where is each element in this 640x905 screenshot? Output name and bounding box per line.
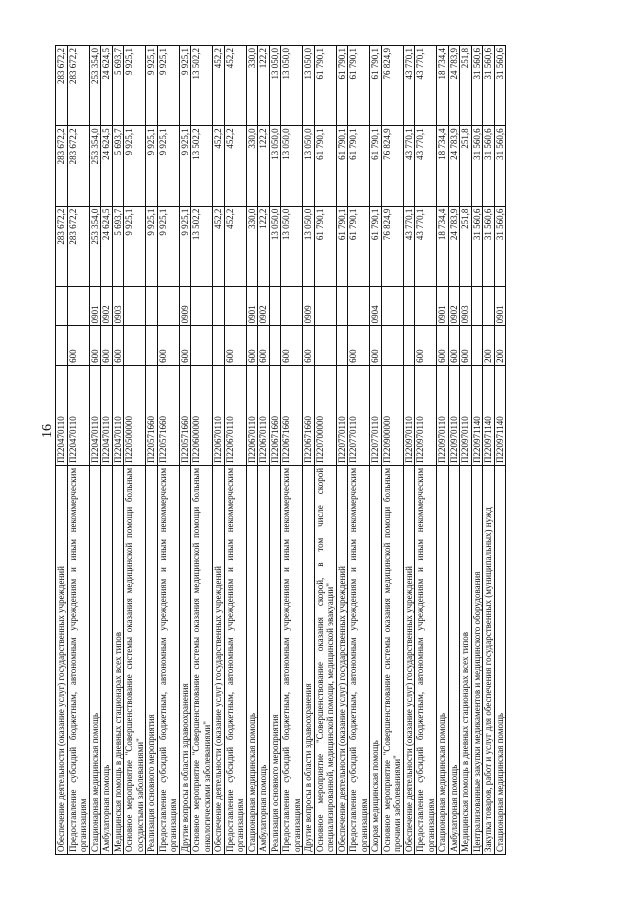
budget-table-container [55, 45, 506, 855]
amount-year2-cell: 43 770,1 [415, 126, 437, 206]
row-name-cell: Реализация основного мероприятия [269, 465, 281, 854]
amount-year1-cell: 31 560,6 [471, 206, 483, 286]
row-name-cell: Основное мероприятие "Совершенствование системы оказания медицинской помощи больным прочими заболеваниями" [381, 465, 403, 854]
amount-year2-cell: 452,2 [224, 126, 246, 206]
section-subsection-cell [381, 286, 403, 326]
amount-year3-cell: 43 770,1 [415, 46, 437, 126]
amount-year3-cell: 13 502,2 [191, 46, 213, 126]
expense-type-cell: 600 [179, 326, 191, 366]
amount-year2-cell: 76 824,9 [381, 126, 403, 206]
table-row [67, 46, 89, 855]
section-subsection-cell: 0902 [258, 286, 270, 326]
expense-type-cell: 600 [101, 326, 113, 366]
target-article-cell: П220970110 [437, 365, 449, 465]
section-subsection-cell [146, 286, 158, 326]
amount-year2-cell: 253 354,0 [89, 126, 101, 206]
table-row [348, 46, 370, 855]
table-row [471, 46, 483, 855]
table-row [224, 46, 246, 855]
row-name-cell: Стационарная медицинская помощь [437, 465, 449, 854]
target-article-cell: П220970110 [403, 365, 415, 465]
amount-year1-cell: 13 050,0 [269, 206, 281, 286]
target-article-cell: П220670110 [246, 365, 258, 465]
section-subsection-cell: 0902 [448, 286, 460, 326]
expense-type-cell [381, 326, 403, 366]
amount-year3-cell: 251,8 [460, 46, 472, 126]
amount-year2-cell: 452,2 [213, 126, 225, 206]
amount-year1-cell: 61 790,1 [314, 206, 336, 286]
table-row [101, 46, 113, 855]
expense-type-cell [336, 326, 348, 366]
table-row [89, 46, 101, 855]
amount-year3-cell: 283 672,2 [67, 46, 89, 126]
amount-year3-cell: 31 560,6 [494, 46, 506, 126]
target-article-cell: П220671660 [281, 365, 303, 465]
amount-year1-cell: 253 354,0 [89, 206, 101, 286]
amount-year1-cell: 31 560,6 [494, 206, 506, 286]
expense-type-cell [56, 326, 68, 366]
expense-type-cell: 600 [112, 326, 124, 366]
amount-year1-cell: 24 783,9 [448, 206, 460, 286]
row-name-cell: Медицинская помощь в дневных стационарах всех типов [112, 465, 124, 854]
row-name-cell: Другие вопросы в области здравоохранения [179, 465, 191, 854]
amount-year1-cell: 43 770,1 [415, 206, 437, 286]
amount-year2-cell: 9 925,1 [124, 126, 146, 206]
row-name-cell: Централизованные закупки медикаментов и медицинского оборудования [471, 465, 483, 854]
section-subsection-cell: 0901 [437, 286, 449, 326]
section-subsection-cell [415, 286, 437, 326]
amount-year3-cell: 9 925,1 [146, 46, 158, 126]
row-name-cell: Обеспечение деятельности (оказание услуг) государственных учреждений [213, 465, 225, 854]
amount-year1-cell: 251,8 [460, 206, 472, 286]
target-article-cell: П220970110 [448, 365, 460, 465]
target-article-cell: П220571660 [157, 365, 179, 465]
row-name-cell: Предоставление субсидий бюджетным, автономным учреждениям и иным некоммерческим организациям [157, 465, 179, 854]
target-article-cell: П220670110 [224, 365, 246, 465]
target-article-cell: П220770110 [336, 365, 348, 465]
row-name-cell: Обеспечение деятельности (оказание услуг) государственных учреждений [336, 465, 348, 854]
table-row [437, 46, 449, 855]
amount-year3-cell: 283 672,2 [56, 46, 68, 126]
amount-year2-cell: 330,0 [246, 126, 258, 206]
table-row [281, 46, 303, 855]
amount-year3-cell: 253 354,0 [89, 46, 101, 126]
expense-type-cell: 600 [258, 326, 270, 366]
target-article-cell: П220470110 [56, 365, 68, 465]
expense-type-cell [213, 326, 225, 366]
expense-type-cell: 600 [460, 326, 472, 366]
table-row [112, 46, 124, 855]
amount-year1-cell: 9 925,1 [124, 206, 146, 286]
amount-year2-cell: 24 624,5 [101, 126, 113, 206]
section-subsection-cell: 0903 [112, 286, 124, 326]
section-subsection-cell [213, 286, 225, 326]
expense-type-cell [146, 326, 158, 366]
row-name-cell: Предоставление субсидий бюджетным, автономным учреждениям и иным некоммерческим организациям [224, 465, 246, 854]
amount-year2-cell: 122,2 [258, 126, 270, 206]
amount-year1-cell: 18 734,4 [437, 206, 449, 286]
amount-year3-cell: 5 693,7 [112, 46, 124, 126]
expense-type-cell [471, 326, 483, 366]
amount-year1-cell: 452,2 [224, 206, 246, 286]
row-name-cell: Стационарная медицинская помощь [494, 465, 506, 854]
section-subsection-cell [403, 286, 415, 326]
amount-year3-cell: 18 734,4 [437, 46, 449, 126]
expense-type-cell: 200 [494, 326, 506, 366]
amount-year1-cell: 13 502,2 [191, 206, 213, 286]
amount-year3-cell: 61 790,1 [348, 46, 370, 126]
amount-year2-cell: 18 734,4 [437, 126, 449, 206]
amount-year2-cell: 9 925,1 [157, 126, 179, 206]
amount-year1-cell: 61 790,1 [336, 206, 348, 286]
amount-year3-cell: 452,2 [213, 46, 225, 126]
section-subsection-cell [67, 286, 89, 326]
amount-year3-cell: 13 050,0 [281, 46, 303, 126]
table-row [56, 46, 68, 855]
expense-type-cell [314, 326, 336, 366]
row-name-cell: Основное мероприятие "Совершенствование оказания скорой, в том числе скорой специализированной, медицинской помощи, медицинской эвакуации" [314, 465, 336, 854]
amount-year2-cell: 251,8 [460, 126, 472, 206]
target-article-cell: П220670110 [213, 365, 225, 465]
section-subsection-cell [269, 286, 281, 326]
amount-year2-cell: 61 790,1 [314, 126, 336, 206]
target-article-cell: П220671660 [303, 365, 315, 465]
section-subsection-cell [224, 286, 246, 326]
amount-year3-cell: 13 050,0 [303, 46, 315, 126]
section-subsection-cell [191, 286, 213, 326]
amount-year1-cell: 9 925,1 [146, 206, 158, 286]
budget-table [55, 45, 506, 855]
amount-year2-cell: 283 672,2 [56, 126, 68, 206]
row-name-cell: Амбулаторная помощь [448, 465, 460, 854]
amount-year1-cell: 283 672,2 [67, 206, 89, 286]
section-subsection-cell [157, 286, 179, 326]
target-article-cell: П220600000 [191, 365, 213, 465]
section-subsection-cell [483, 286, 495, 326]
amount-year2-cell: 9 925,1 [146, 126, 158, 206]
table-row [403, 46, 415, 855]
row-name-cell: Медицинская помощь в дневных стационарах всех типов [460, 465, 472, 854]
target-article-cell: П220671660 [269, 365, 281, 465]
target-article-cell: П220970110 [415, 365, 437, 465]
row-name-cell: Другие вопросы в области здравоохранения [303, 465, 315, 854]
amount-year2-cell: 31 560,6 [471, 126, 483, 206]
target-article-cell: П220770110 [348, 365, 370, 465]
amount-year2-cell: 13 050,0 [281, 126, 303, 206]
target-article-cell: П220670110 [258, 365, 270, 465]
target-article-cell: П220500000 [124, 365, 146, 465]
amount-year3-cell: 452,2 [224, 46, 246, 126]
amount-year3-cell: 76 824,9 [381, 46, 403, 126]
table-row [179, 46, 191, 855]
expense-type-cell: 600 [157, 326, 179, 366]
expense-type-cell: 600 [303, 326, 315, 366]
amount-year3-cell: 61 790,1 [314, 46, 336, 126]
row-name-cell: Предоставление субсидий бюджетным, автономным учреждениям и иным некоммерческим организациям [67, 465, 89, 854]
amount-year3-cell: 31 560,6 [483, 46, 495, 126]
row-name-cell: Амбулаторная помощь [101, 465, 113, 854]
amount-year3-cell: 9 925,1 [179, 46, 191, 126]
row-name-cell: Предоставление субсидий бюджетным, автономным учреждениям и иным некоммерческим организациям [415, 465, 437, 854]
row-name-cell: Стационарная медицинская помощь [246, 465, 258, 854]
table-row [314, 46, 336, 855]
amount-year1-cell: 330,0 [246, 206, 258, 286]
amount-year3-cell: 122,2 [258, 46, 270, 126]
expense-type-cell: 600 [281, 326, 303, 366]
section-subsection-cell: 0901 [246, 286, 258, 326]
amount-year3-cell: 24 624,5 [101, 46, 113, 126]
row-name-cell: Основное мероприятие "Совершенствование системы оказания медицинской помощи больным онкологическими заболеваниями" [191, 465, 213, 854]
row-name-cell: Обеспечение деятельности (оказание услуг) государственных учреждений [56, 465, 68, 854]
amount-year1-cell: 43 770,1 [403, 206, 415, 286]
amount-year3-cell: 24 783,9 [448, 46, 460, 126]
expense-type-cell: 600 [415, 326, 437, 366]
amount-year2-cell: 43 770,1 [403, 126, 415, 206]
amount-year3-cell: 61 790,1 [370, 46, 382, 126]
table-row [494, 46, 506, 855]
amount-year3-cell: 330,0 [246, 46, 258, 126]
target-article-cell: П220900000 [381, 365, 403, 465]
row-name-cell: Реализация основного мероприятия [146, 465, 158, 854]
table-row [370, 46, 382, 855]
amount-year3-cell: 43 770,1 [403, 46, 415, 126]
expense-type-cell: 600 [89, 326, 101, 366]
section-subsection-cell [336, 286, 348, 326]
table-row [303, 46, 315, 855]
expense-type-cell: 200 [483, 326, 495, 366]
section-subsection-cell [471, 286, 483, 326]
table-row [483, 46, 495, 855]
target-article-cell: П220700000 [314, 365, 336, 465]
table-row [157, 46, 179, 855]
amount-year3-cell: 9 925,1 [124, 46, 146, 126]
expense-type-cell: 600 [246, 326, 258, 366]
expense-type-cell [403, 326, 415, 366]
amount-year2-cell: 283 672,2 [67, 126, 89, 206]
table-row [124, 46, 146, 855]
target-article-cell: П220571660 [146, 365, 158, 465]
amount-year3-cell: 9 925,1 [157, 46, 179, 126]
target-article-cell: П220971140 [483, 365, 495, 465]
row-name-cell: Скорая медицинская помощь [370, 465, 382, 854]
target-article-cell: П220470110 [67, 365, 89, 465]
section-subsection-cell [124, 286, 146, 326]
expense-type-cell [191, 326, 213, 366]
section-subsection-cell: 0901 [494, 286, 506, 326]
section-subsection-cell: 0909 [179, 286, 191, 326]
row-name-cell: Стационарная медицинская помощь [89, 465, 101, 854]
amount-year2-cell: 13 502,2 [191, 126, 213, 206]
row-name-cell: Предоставление субсидий бюджетным, автономным учреждениям и иным некоммерческим организациям [281, 465, 303, 854]
table-row [336, 46, 348, 855]
table-row [213, 46, 225, 855]
target-article-cell: П220770110 [370, 365, 382, 465]
section-subsection-cell: 0901 [89, 286, 101, 326]
amount-year2-cell: 31 560,6 [494, 126, 506, 206]
row-name-cell: Амбулаторная помощь [258, 465, 270, 854]
table-row [269, 46, 281, 855]
target-article-cell: П220971140 [494, 365, 506, 465]
section-subsection-cell: 0909 [303, 286, 315, 326]
target-article-cell: П220470110 [101, 365, 113, 465]
amount-year2-cell: 5 693,7 [112, 126, 124, 206]
budget-table-body [56, 46, 506, 855]
amount-year2-cell: 9 925,1 [179, 126, 191, 206]
table-row [246, 46, 258, 855]
amount-year2-cell: 61 790,1 [336, 126, 348, 206]
amount-year2-cell: 13 050,0 [303, 126, 315, 206]
expense-type-cell [124, 326, 146, 366]
amount-year1-cell: 283 672,2 [56, 206, 68, 286]
target-article-cell: П220971140 [471, 365, 483, 465]
expense-type-cell: 600 [370, 326, 382, 366]
row-name-cell: Основное мероприятие "Совершенствование системы оказания медицинской помощи больным сосудистыми заболеваниями" [124, 465, 146, 854]
expense-type-cell: 600 [437, 326, 449, 366]
table-row [460, 46, 472, 855]
section-subsection-cell [56, 286, 68, 326]
table-row [146, 46, 158, 855]
amount-year1-cell: 9 925,1 [179, 206, 191, 286]
target-article-cell: П220470110 [89, 365, 101, 465]
amount-year3-cell: 13 050,0 [269, 46, 281, 126]
section-subsection-cell: 0903 [460, 286, 472, 326]
row-name-cell: Обеспечение деятельности (оказание услуг) государственных учреждений [403, 465, 415, 854]
table-row [381, 46, 403, 855]
section-subsection-cell: 0902 [101, 286, 113, 326]
amount-year2-cell: 61 790,1 [370, 126, 382, 206]
section-subsection-cell [314, 286, 336, 326]
expense-type-cell: 600 [67, 326, 89, 366]
amount-year1-cell: 61 790,1 [348, 206, 370, 286]
amount-year2-cell: 24 783,9 [448, 126, 460, 206]
expense-type-cell [269, 326, 281, 366]
amount-year2-cell: 13 050,0 [269, 126, 281, 206]
section-subsection-cell [348, 286, 370, 326]
amount-year1-cell: 61 790,1 [370, 206, 382, 286]
page-number: 16 [40, 424, 55, 438]
row-name-cell: Закупка товаров, работ и услуг для обеспечения государственных (муниципальных) нужд [483, 465, 495, 854]
amount-year3-cell: 61 790,1 [336, 46, 348, 126]
row-name-cell: Предоставление субсидий бюджетным, автономным учреждениям и иным некоммерческим организациям [348, 465, 370, 854]
table-row [258, 46, 270, 855]
target-article-cell: П220571660 [179, 365, 191, 465]
expense-type-cell: 600 [448, 326, 460, 366]
expense-type-cell: 600 [224, 326, 246, 366]
amount-year1-cell: 5 693,7 [112, 206, 124, 286]
amount-year2-cell: 61 790,1 [348, 126, 370, 206]
amount-year1-cell: 31 560,6 [483, 206, 495, 286]
amount-year1-cell: 13 050,0 [281, 206, 303, 286]
target-article-cell: П220970110 [460, 365, 472, 465]
section-subsection-cell: 0904 [370, 286, 382, 326]
amount-year1-cell: 9 925,1 [157, 206, 179, 286]
table-row [191, 46, 213, 855]
amount-year1-cell: 24 624,5 [101, 206, 113, 286]
amount-year1-cell: 76 824,9 [381, 206, 403, 286]
amount-year3-cell: 31 560,6 [471, 46, 483, 126]
table-row [415, 46, 437, 855]
amount-year1-cell: 452,2 [213, 206, 225, 286]
amount-year1-cell: 13 050,0 [303, 206, 315, 286]
amount-year1-cell: 122,2 [258, 206, 270, 286]
table-row [448, 46, 460, 855]
section-subsection-cell [281, 286, 303, 326]
amount-year2-cell: 31 560,6 [483, 126, 495, 206]
expense-type-cell: 600 [348, 326, 370, 366]
target-article-cell: П220470110 [112, 365, 124, 465]
